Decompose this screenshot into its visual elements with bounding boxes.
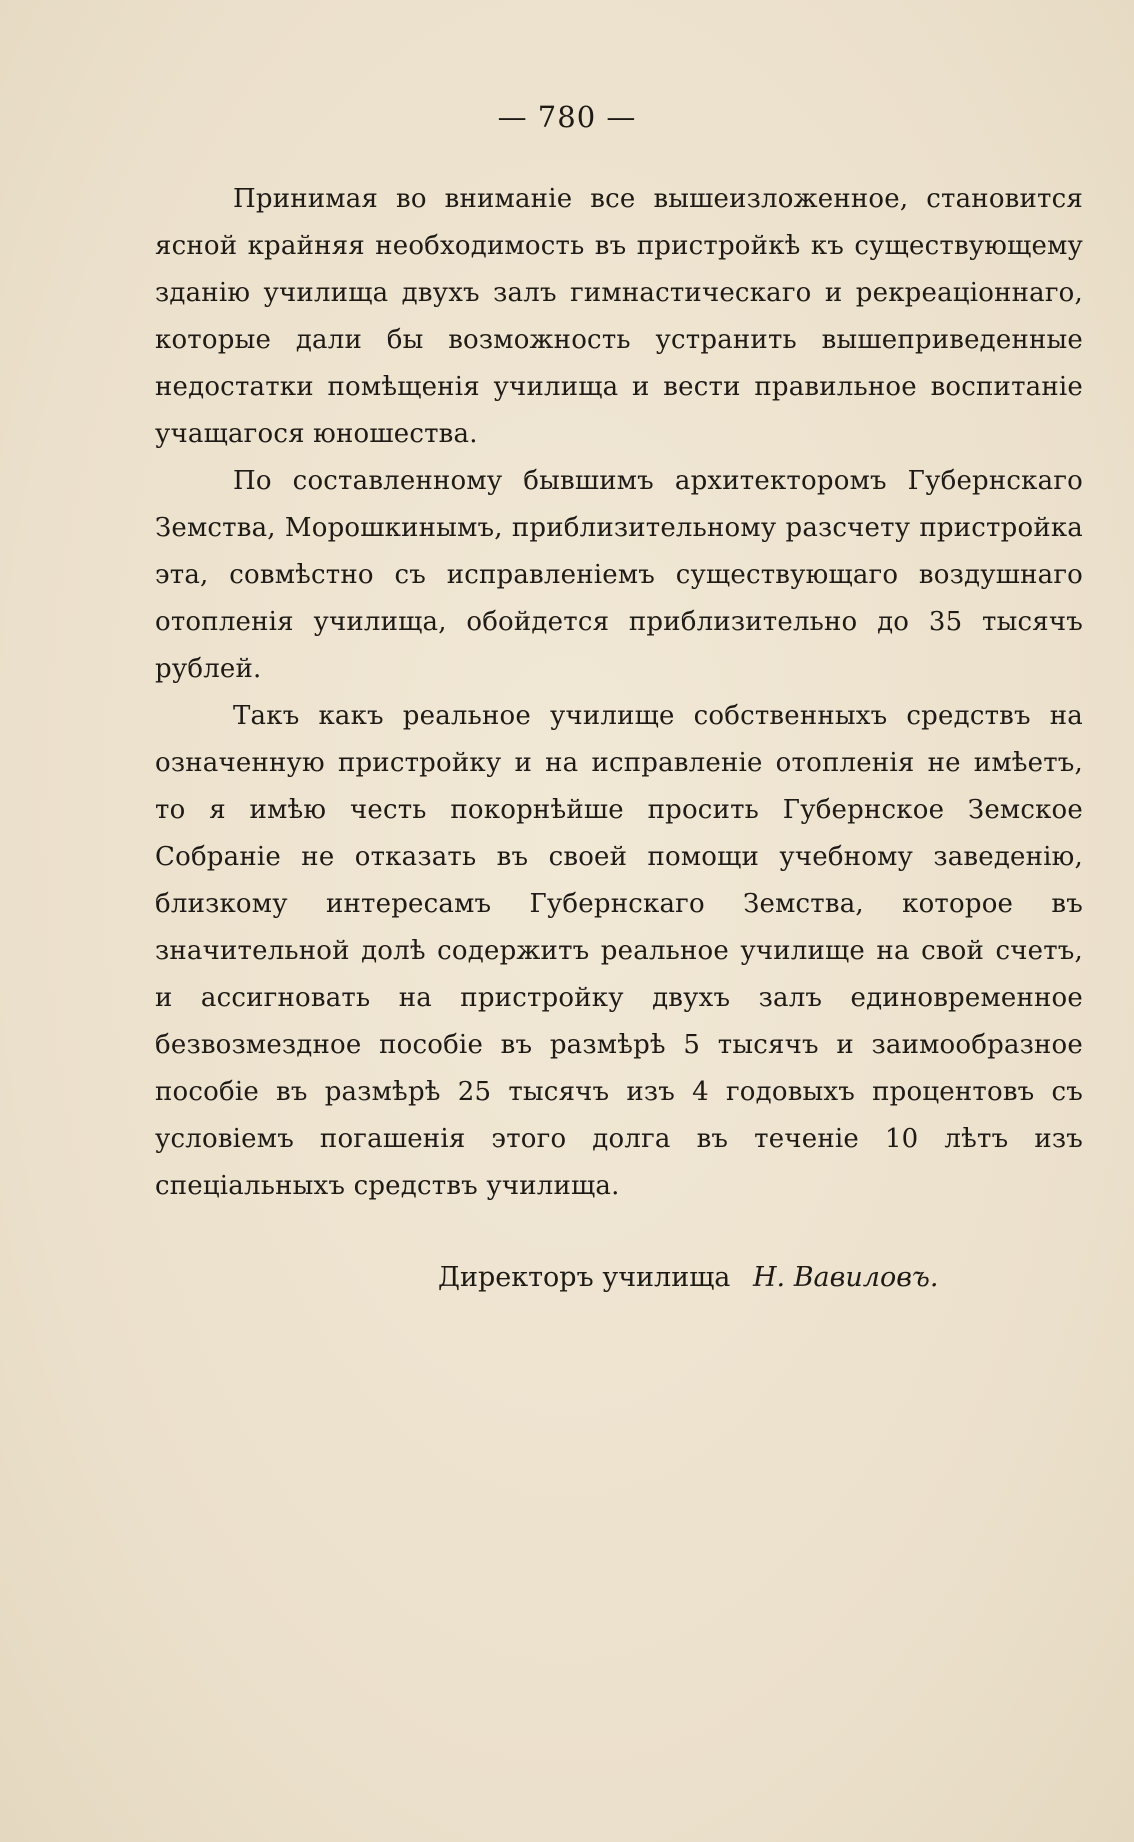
paragraph-1: Принимая во вниманіе все вышеизложенное, становится ясной крайняя необходимость въ пристройкѣ къ существующему зданію училища двухъ залъ гимнастическаго и рекреаціоннаго, которые дали бы возможность устранить вышеприведенные недостатки помѣщенія училища и вести правильное воспитаніе учащагося юношества. (155, 184, 1083, 449)
page-number: — 780 — (497, 100, 637, 134)
signature-line (438, 1262, 939, 1293)
signature-title: Директоръ училища (438, 1262, 731, 1293)
paragraph-2: По составленному бывшимъ архитекторомъ Губернскаго Земства, Морошкинымъ, приблизительному разсчету пристройка эта, совмѣстно съ исправленіемъ существующаго воздушнаго отопленія училища, обойдется приблизительно до 35 тысячъ рублей. (155, 466, 1083, 684)
paragraph-3: Такъ какъ реальное училище собственныхъ средствъ на означенную пристройку и на исправленіе отопленія не имѣетъ, то я имѣю честь покорнѣйше просить Губернское Земское Собраніе не отказать въ своей помощи учебному заведенію, близкому интересамъ Губернскаго Земства, которое въ значительной долѣ содержитъ реальное училище на свой счетъ, и ассигновать на пристройку двухъ залъ единовременное безвозмездное пособіе въ размѣрѣ 5 тысячъ и заимообразное пособіе въ размѣрѣ 25 тысячъ изъ 4 годовыхъ процентовъ съ условіемъ погашенія этого долга въ теченіе 10 лѣтъ изъ спеціальныхъ средствъ училища. (155, 701, 1083, 1201)
body-text (155, 176, 1083, 1210)
signature-name: Н. Вавиловъ. (753, 1262, 939, 1293)
